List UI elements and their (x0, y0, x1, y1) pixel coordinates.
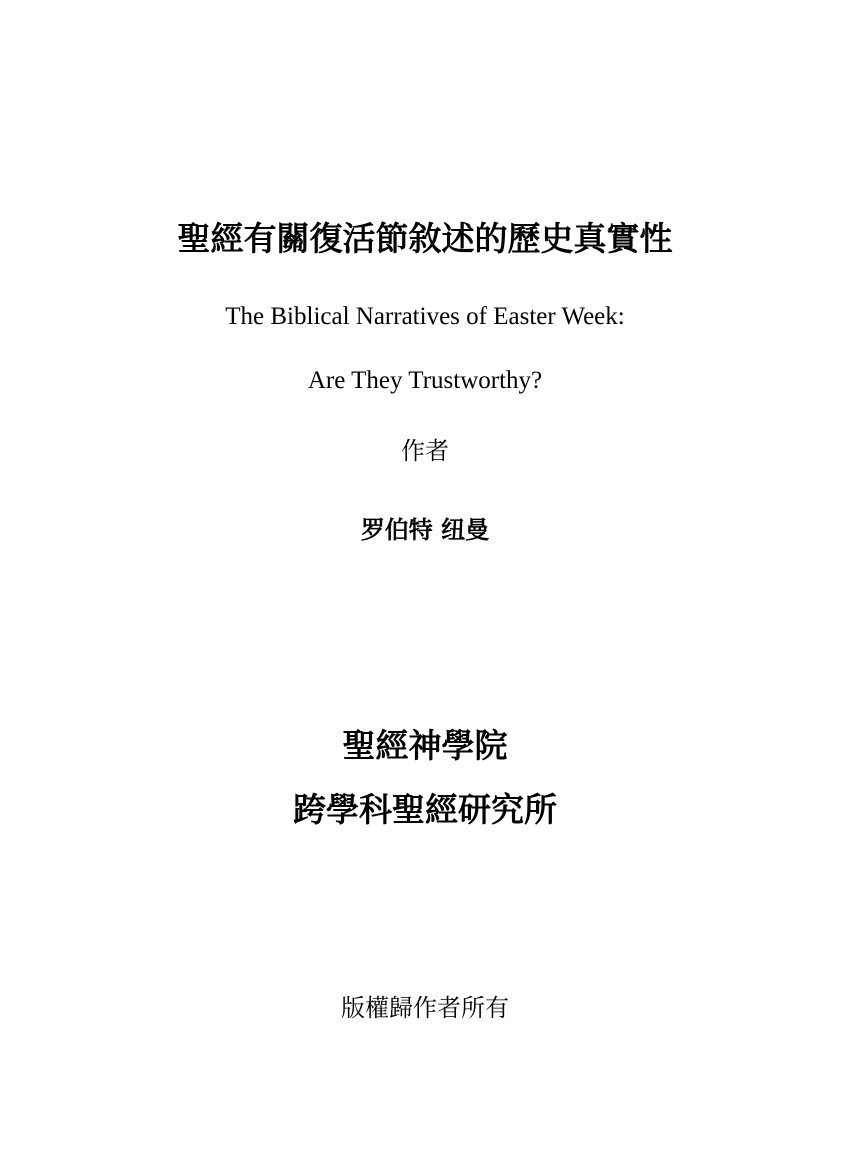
english-title-line-1: The Biblical Narratives of Easter Week: (225, 303, 625, 330)
author-label: 作者 (401, 437, 449, 465)
institute-name: 跨學科聖經研究所 (293, 790, 557, 829)
chinese-title: 聖經有關復活節敘述的歷史真實性 (177, 219, 673, 258)
author-name: 罗伯特 纽曼 (360, 516, 490, 544)
copyright-notice: 版權歸作者所有 (341, 994, 509, 1022)
institution-name: 聖經神學院 (342, 726, 508, 765)
english-title-line-2: Are They Trustworthy? (307, 367, 543, 394)
